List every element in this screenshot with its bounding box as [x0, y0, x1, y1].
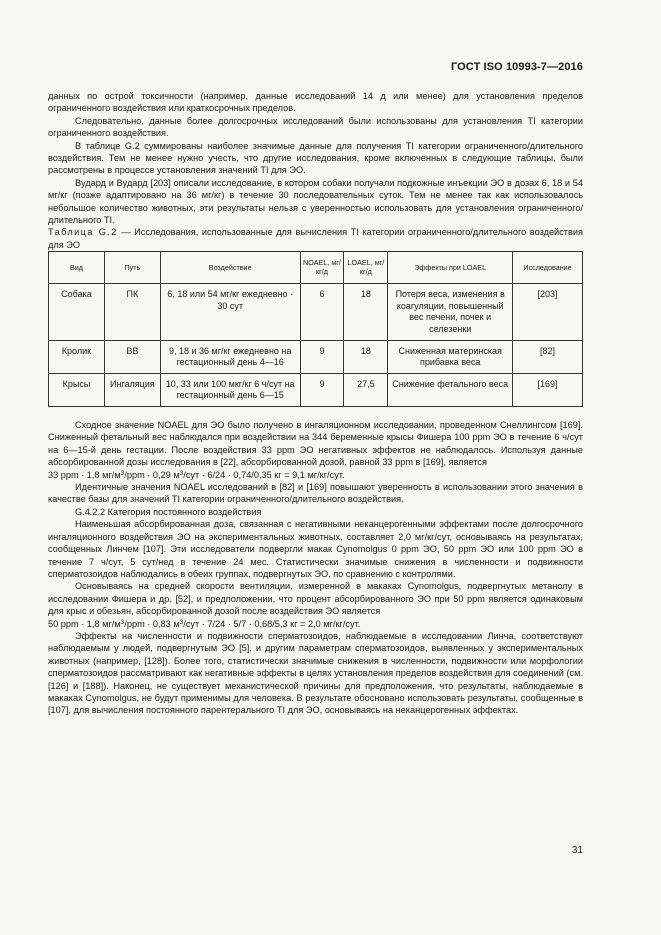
- cell-noael: 6: [300, 284, 344, 340]
- table-row: [49, 373, 583, 406]
- cell-route: Ингаляция: [104, 373, 160, 406]
- col-header-effects: Эффекты при LOAEL: [388, 252, 513, 284]
- formula-absorbed-dose-rat: 33 ppm · 1,8 $мг/м^3$/ppm · 0,29 $м^3$/сут · 6/24 · 0,74/0,35 кг = 9,1 мг/кг/сут.: [48, 469, 345, 480]
- cell-exposure: 6, 18 или 54 мг/кг ежедневно · 30 сут: [160, 284, 300, 340]
- col-header-noael: NOAEL, мг/кг/д: [300, 252, 344, 284]
- document-body: [48, 90, 583, 717]
- table-header-row: [49, 252, 583, 284]
- cell-noael: 9: [300, 340, 344, 373]
- col-header-loael: LOAEL, мг/кг/д: [344, 252, 388, 284]
- cell-species: Собака: [49, 284, 105, 340]
- cell-study: [203]: [513, 284, 583, 340]
- paragraph: Идентичные значения NOAEL исследований в [82] и [169] повышают уверенность в использовании этого значения в качестве базы для значений TI категории ограниченного/длительного воздействия.: [48, 482, 583, 505]
- paragraph: Наименьшая абсорбированная доза, связанная с негативными неканцерогенными эффектами после долгосрочного ингаляционного воздействия ЭО на экспериментальных животных, составляет 2,0 мг/кг/сут, основываясь на результатах, сообщенных Линчем [107]. Эти исследователи подвергли макак Cynomolgus 0 ppm ЭО, 50 ppm ЭО или 100 ppm ЭО в течение 7 ч/сут, 5 сут/нед в течение 24 мес. Статистически значимые снижения в численности и подвижности сперматозоидов наблюдались в обеих группах, подвергнутых ЭО, по сравнению с контролями.: [48, 519, 583, 579]
- cell-route: ВВ: [104, 340, 160, 373]
- col-header-exposure: Воздействие: [160, 252, 300, 284]
- paragraph: Основываясь на средней скорости вентиляции, измеренной в макаках Cynomolgus, подвергнутых метанолу в исследовании Фишера и др. [52], и предположении, что процент абсорбированного ЭО при 50 ppm является одинаковым для крыс и обезьян, абсорбированной дозой после воздействия ЭО является: [48, 581, 583, 617]
- page-number: 31: [571, 845, 583, 856]
- col-header-study: Исследование: [513, 252, 583, 284]
- table-caption: [48, 226, 583, 251]
- cell-loael: 27,5: [344, 373, 388, 406]
- cell-route: ПК: [104, 284, 160, 340]
- cell-exposure: 9, 18 и 36 мг/кг ежедневно на гестационный день 4—16: [160, 340, 300, 373]
- formula-absorbed-dose-monkey: 50 ppm · 1,8 $мг/м^3$/ppm · 0,83 $м^3$/сут · 7/24 · 5/7 · 0,68/5,3 кг = 2,0 мг/кг/сут.: [48, 618, 361, 629]
- studies-table: [48, 251, 583, 407]
- cell-species: Крысы: [49, 373, 105, 406]
- paragraph: Эффекты на численности и подвижности сперматозоидов, наблюдаемые в исследовании Линча, соответствуют наблюдаемым у людей, подвергнутым ЭО [5], и другим параметрам сперматозоидов, выявленных у экспериментальных животных (например, [128]). Более того, статистически значимые снижения в численности, подвижности или морфологии сперматозоидов рассматривают как негативные эффекты в целях установления пределов воздействия для соединений (см. [126] и [188]). Наконец, не существует механистической причины для предположения, что результаты, наблюдаемые в макаках Cynomolgus, не будут применимы для человека. В результате обосновано использовать результаты, сообщенные в [107], для вычисления постоянного парентерального TI для ЭО, основываясь на неканцерогенных эффектах.: [48, 630, 583, 716]
- paragraph: Вудард и Вудард [203] описали исследование, в котором собаки получали подкожные инъекции ЭО в дозах 6, 18 и 54 мг/кг (позже адаптировано на 36 мг/кг) в течение 30 последовательных суток. Тем не менее так как использовалось небольшое количество животных, эти результаты нельзя с уверенностью использовать для установления ограниченного/длительного TI.: [48, 177, 583, 226]
- cell-study: [169]: [513, 373, 583, 406]
- cell-loael: 18: [344, 284, 388, 340]
- cell-loael: 18: [344, 340, 388, 373]
- cell-noael: 9: [300, 373, 344, 406]
- cell-study: [82]: [513, 340, 583, 373]
- cell-species: Кролик: [49, 340, 105, 373]
- col-header-species: Вид: [49, 252, 105, 284]
- paragraph: Сходное значение NOAEL для ЭО было получено в ингаляционном исследовании, проведенном Снеллингсом [169]. Сниженный фетальный вес наблюдался при воздействии на 344 беременные крысы Фишера 100 ppm ЭО в течение 6 ч/сут на 6—15-й день гестации. После воздействия 33 ppm ЭО негативных эффектов не наблюдалось. Используя данные абсорбированной дозы исследования в [22], абсорбированной дозой, равной 33 ppm в [169], является: [48, 420, 583, 468]
- table-caption-label: Таблица G.2: [48, 227, 118, 238]
- cell-effects: Потеря веса, изменения в коагуляции, повышенный вес печени, почек и селезенки: [388, 284, 513, 340]
- cell-effects: Снижение фетального веса: [388, 373, 513, 406]
- table-row: [49, 284, 583, 340]
- col-header-route: Путь: [104, 252, 160, 284]
- section-heading: G.4.2.2 Категория постоянного воздействия: [75, 506, 262, 517]
- paragraph: данных по острой токсичности (например, данные исследований 14 д или менее) для установления пределов ограниченного воздействия или краткосрочных пределов.: [48, 91, 583, 114]
- table-caption-text: — Исследования, использованные для вычисления TI категории ограниченного/длительного воздействия для ЭО: [48, 227, 583, 250]
- cell-effects: Сниженная материнская прибавка веса: [388, 340, 513, 373]
- paragraph: Следовательно, данные более долгосрочных исследований были использованы для установления TI категории ограниченного воздействия.: [48, 115, 583, 139]
- document-header: ГОСТ ISO 10993-7—2016: [450, 61, 583, 73]
- cell-exposure: 10, 33 или 100 мкг/кг 6 ч/сут на гестационный день 6—15: [160, 373, 300, 406]
- paragraph: В таблице G.2 суммированы наиболее значимые данные для получения TI категории ограниченного/длительного воздействия. Тем не менее нужно учесть, что другие исследования, кроме включенных в следующие таблицы, были рассмотрены в процессе установления значений TI для ЭО.: [48, 140, 583, 176]
- table-row: [49, 340, 583, 373]
